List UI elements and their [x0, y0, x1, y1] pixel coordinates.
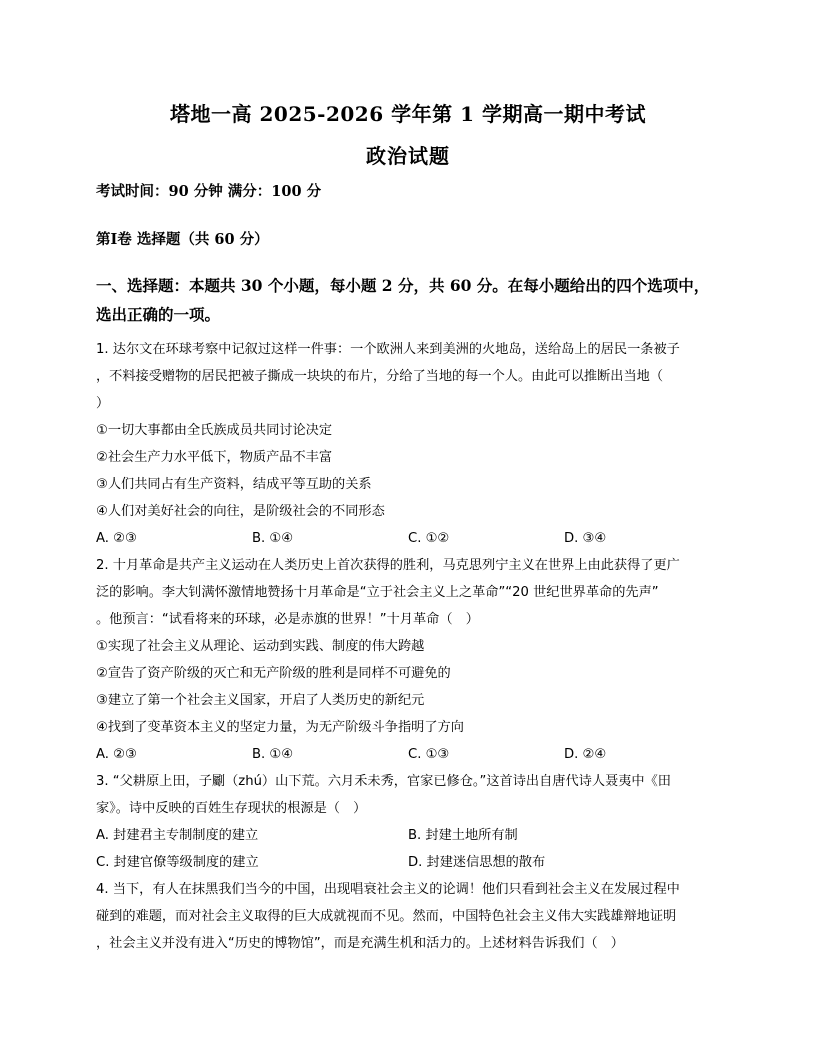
option-d: D. 封建迷信思想的散布 [408, 855, 546, 870]
option-a: A. ②③ [96, 531, 137, 546]
question-stem-line: 2. 十月革命是共产主义运动在人类历史上首次获得的胜利，马克思列宁主义在世界上由此获得了更广 [96, 558, 680, 573]
answer-options [96, 741, 726, 768]
question-3 [96, 768, 726, 876]
question-2 [96, 552, 726, 768]
question-stem-line: 家》。诗中反映的百姓生存现状的根源是（ ） [96, 801, 367, 816]
exam-subject: 政治试题 [366, 144, 450, 168]
statement-item: ③建立了第一个社会主义国家，开启了人类历史的新纪元 [96, 693, 425, 708]
option-d: D. ②④ [564, 747, 607, 762]
section-instruction-line2: 选出正确的一项。 [96, 305, 221, 324]
option-b: B. 封建土地所有制 [408, 828, 518, 843]
question-stem-line: 4. 当下，有人在抹黑我们当今的中国，出现唱衰社会主义的论调！他们只看到社会主义在发展过程中 [96, 882, 680, 897]
option-c: C. ①② [408, 531, 450, 546]
question-stem-line: 泛的影响。李大钊满怀激情地赞扬十月革命是“立于社会主义上之革命”“20 世纪世界革命的先声” [96, 585, 659, 600]
exam-info: 考试时间：90 分钟 满分：100 分 [96, 183, 322, 200]
statement-item: ①实现了社会主义从理论、运动到实践、制度的伟大跨越 [96, 639, 425, 654]
volume-heading: 第Ⅰ卷 选择题（共 60 分） [96, 231, 269, 248]
answer-options-row1 [96, 822, 726, 849]
option-a: A. ②③ [96, 747, 137, 762]
statement-item: ②宣告了资产阶级的灭亡和无产阶级的胜利是同样不可避免的 [96, 666, 451, 681]
question-stem-line: 3. “父耕原上田，子劚（zhú）山下荒。六月禾未秀，官家已修仓。”这首诗出自唐代诗人聂夷中《田 [96, 774, 671, 789]
question-1 [96, 336, 726, 552]
option-c: C. ①③ [408, 747, 450, 762]
option-b: B. ①④ [252, 531, 294, 546]
question-stem-line: ，不料接受赠物的居民把被子撕成一块块的布片，分给了当地的每一个人。由此可以推断出当地（ [96, 369, 664, 384]
statement-item: ④人们对美好社会的向往，是阶级社会的不同形态 [96, 504, 385, 519]
option-d: D. ③④ [564, 531, 607, 546]
question-stem-line: 碰到的难题，而对社会主义取得的巨大成就视而不见。然而，中国特色社会主义伟大实践雄辩地证明 [96, 909, 677, 924]
option-c: C. 封建官僚等级制度的建立 [96, 855, 259, 870]
question-4 [96, 876, 726, 957]
statement-item: ①一切大事都由全氏族成员共同讨论决定 [96, 423, 333, 438]
question-stem-line: 。他预言：“试看将来的环球，必是赤旗的世界！”十月革命（ ） [96, 612, 479, 627]
answer-options [96, 525, 726, 552]
question-stem-line: ） [96, 396, 110, 411]
questions-body [96, 336, 726, 957]
option-b: B. ①④ [252, 747, 294, 762]
statement-item: ③人们共同占有生产资料，结成平等互助的关系 [96, 477, 372, 492]
question-stem-line: ，社会主义并没有进入“历史的博物馆”，而是充满生机和活力的。上述材料告诉我们（ ） [96, 936, 624, 951]
section-instruction-line1: 一、选择题：本题共 30 个小题，每小题 2 分，共 60 分。在每小题给出的四个选项中， [96, 276, 710, 295]
statement-item: ④找到了变革资本主义的坚定力量，为无产阶级斗争指明了方向 [96, 720, 464, 735]
exam-title: 塔地一高 2025-2026 学年第 1 学期高一期中考试 [170, 102, 646, 126]
question-stem-line: 1. 达尔文在环球考察中记叙过这样一件事：一个欧洲人来到美洲的火地岛，送给岛上的居民一条被子 [96, 342, 680, 357]
statement-item: ②社会生产力水平低下，物质产品不丰富 [96, 450, 333, 465]
option-a: A. 封建君主专制制度的建立 [96, 828, 259, 843]
answer-options-row2 [96, 849, 726, 876]
